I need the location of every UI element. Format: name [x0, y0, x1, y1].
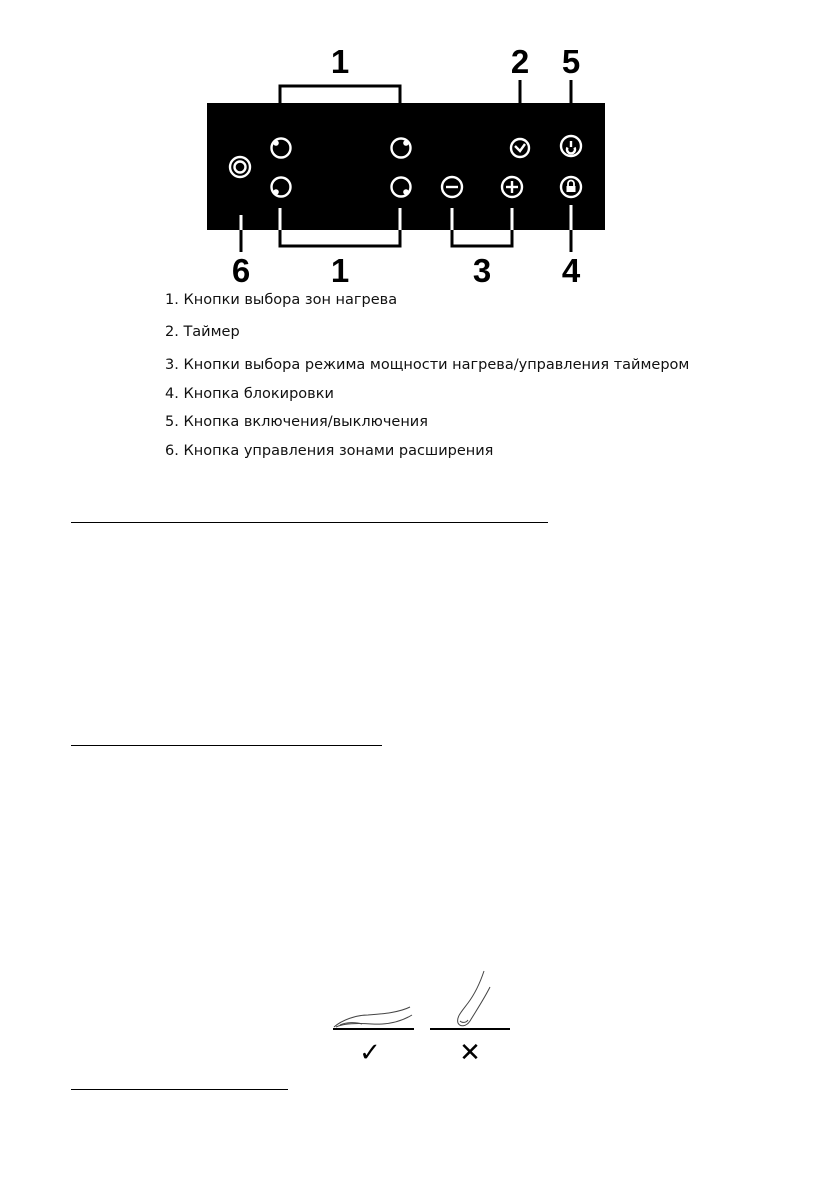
control-panel: [207, 103, 605, 230]
callout-1-bottom: 1: [330, 252, 350, 289]
legend-item: 5. Кнопка включения/выключения: [165, 414, 428, 430]
legend-item: 3. Кнопки выбора режима мощности нагрева/управления таймером: [165, 357, 690, 373]
legend-item: 2. Таймер: [165, 324, 240, 340]
touch-technique-illustration: [328, 965, 512, 1065]
correct-mark-icon: ✓: [359, 1038, 381, 1065]
wrong-mark-icon: ✕: [459, 1038, 481, 1065]
section-divider-1: [71, 522, 548, 523]
callout-5: 5: [561, 43, 581, 80]
legend-item: 4. Кнопка блокировки: [165, 386, 334, 402]
callout-3: 3: [472, 252, 492, 289]
control-panel-diagram: [0, 0, 839, 300]
legend-item: 6. Кнопка управления зонами расширения: [165, 443, 494, 459]
legend-item: 1. Кнопки выбора зон нагрева: [165, 292, 398, 308]
callout-2: 2: [510, 43, 530, 80]
section-divider-3: [71, 1089, 288, 1090]
finger-tip-wrong: [458, 971, 490, 1026]
section-divider-2: [71, 745, 382, 746]
callout-6: 6: [231, 252, 251, 289]
callout-4: 4: [561, 252, 581, 289]
callout-1-top: 1: [330, 43, 350, 80]
finger-flat-correct: [334, 1007, 412, 1027]
